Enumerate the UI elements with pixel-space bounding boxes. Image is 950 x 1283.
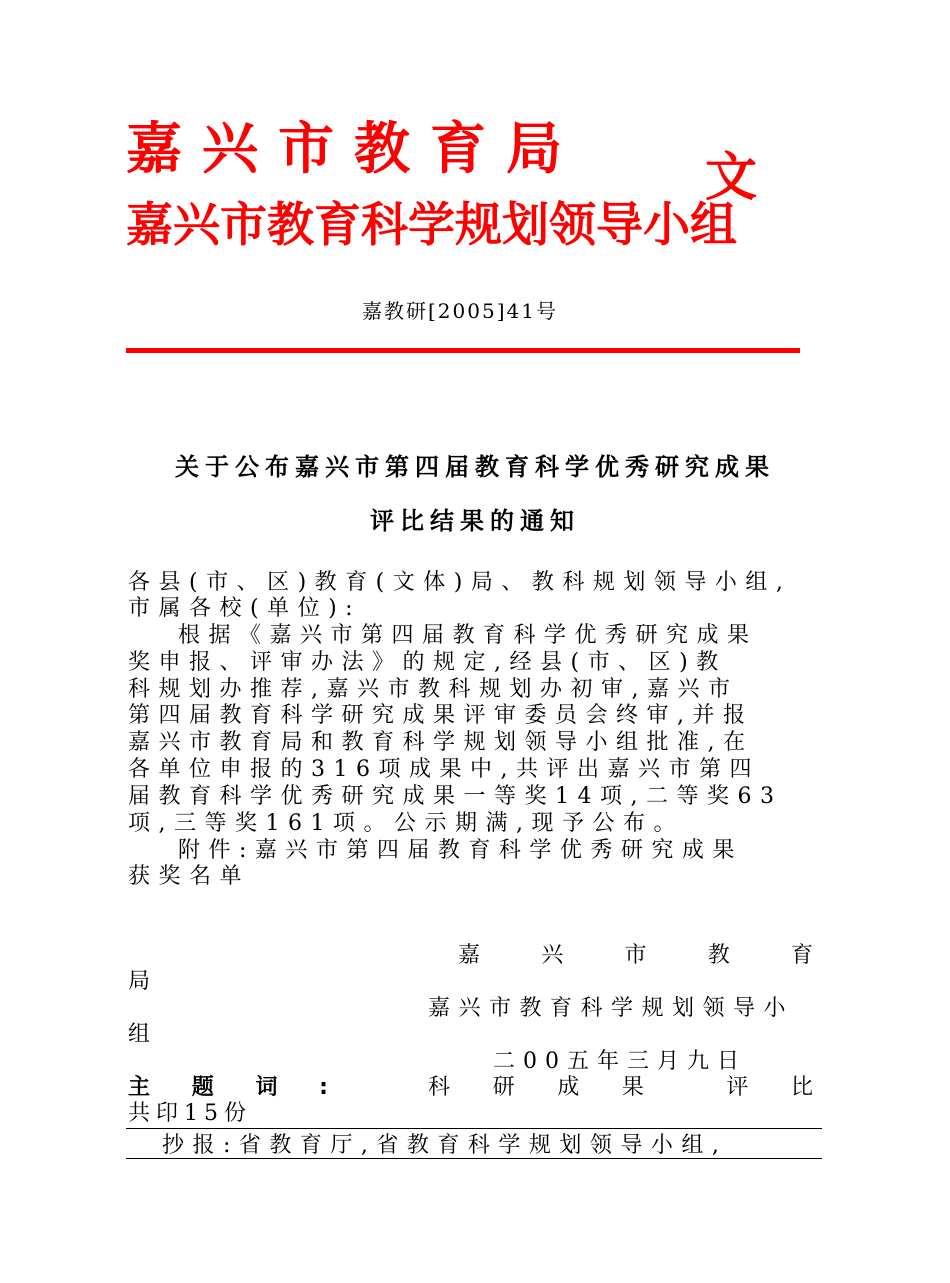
document-number: 嘉教研[2005]41号 <box>362 299 558 323</box>
keywords-label: 主 题 词 : <box>128 1075 328 1100</box>
addressee-line1: 各县(市、区)教育(文体)局、教科规划领导小组, <box>128 570 792 595</box>
cc-line: 抄报:省教育厅,省教育科学规划领导小组, <box>162 1133 728 1158</box>
signature-org2: 嘉兴市教育科学规划领导小 <box>428 996 795 1021</box>
issuing-org-line2: 嘉兴市教育科学规划领导小组 <box>126 198 737 253</box>
issue-date: 二00五年三月九日 <box>493 1049 747 1074</box>
attachment-line2: 获奖名单 <box>128 864 251 889</box>
notice-title-line1: 关于公布嘉兴市第四届教育科学优秀研究成果 <box>175 453 775 481</box>
signature-org1-wrap: 局 <box>128 969 151 994</box>
footer-rule-bottom <box>126 1158 822 1159</box>
signature-char: 兴 <box>541 943 564 968</box>
attachment-line1: 附件:嘉兴市第四届教育科学优秀研究成果 <box>178 838 743 863</box>
signature-char: 教 <box>707 943 730 968</box>
document-mark-wen: 文 <box>705 148 758 208</box>
body-paragraph-line: 根据《嘉兴市第四届教育科学优秀研究成果 <box>178 623 758 648</box>
signature-char: 育 <box>790 943 813 968</box>
body-paragraph-line: 嘉兴市教育局和教育科学规划领导小组批准,在 <box>128 730 754 755</box>
signature-char: 市 <box>624 943 647 968</box>
keywords-values: 科 研 成 果 评 比 <box>428 1075 813 1100</box>
body-paragraph-line: 科规划办推荐,嘉兴市教科规划办初审,嘉兴市 <box>128 677 739 702</box>
body-paragraph-line: 届教育科学优秀研究成果一等奖14项,二等奖63 <box>128 784 783 809</box>
footer-rule-top <box>126 1128 822 1129</box>
body-paragraph-line: 项,三等奖161项。公示期满,现予公布。 <box>128 811 684 836</box>
body-paragraph-line: 各单位申报的316项成果中,共评出嘉兴市第四 <box>128 757 760 782</box>
body-paragraph-line: 奖申报、评审办法》的规定,经县(市、区)教 <box>128 650 727 675</box>
body-paragraph-line: 第四届教育科学研究成果评审委员会终审,并报 <box>128 703 754 728</box>
issuing-org-line1: 嘉兴市教育局 <box>126 117 582 182</box>
red-divider <box>126 348 800 353</box>
signature-org2-wrap: 组 <box>128 1022 151 1047</box>
notice-title-line2: 评比结果的通知 <box>370 507 580 535</box>
copies-count: 共印15份 <box>128 1101 252 1126</box>
signature-org1 <box>458 942 813 970</box>
addressee-line2: 市属各校(单位): <box>128 596 362 621</box>
signature-char: 嘉 <box>458 943 481 968</box>
